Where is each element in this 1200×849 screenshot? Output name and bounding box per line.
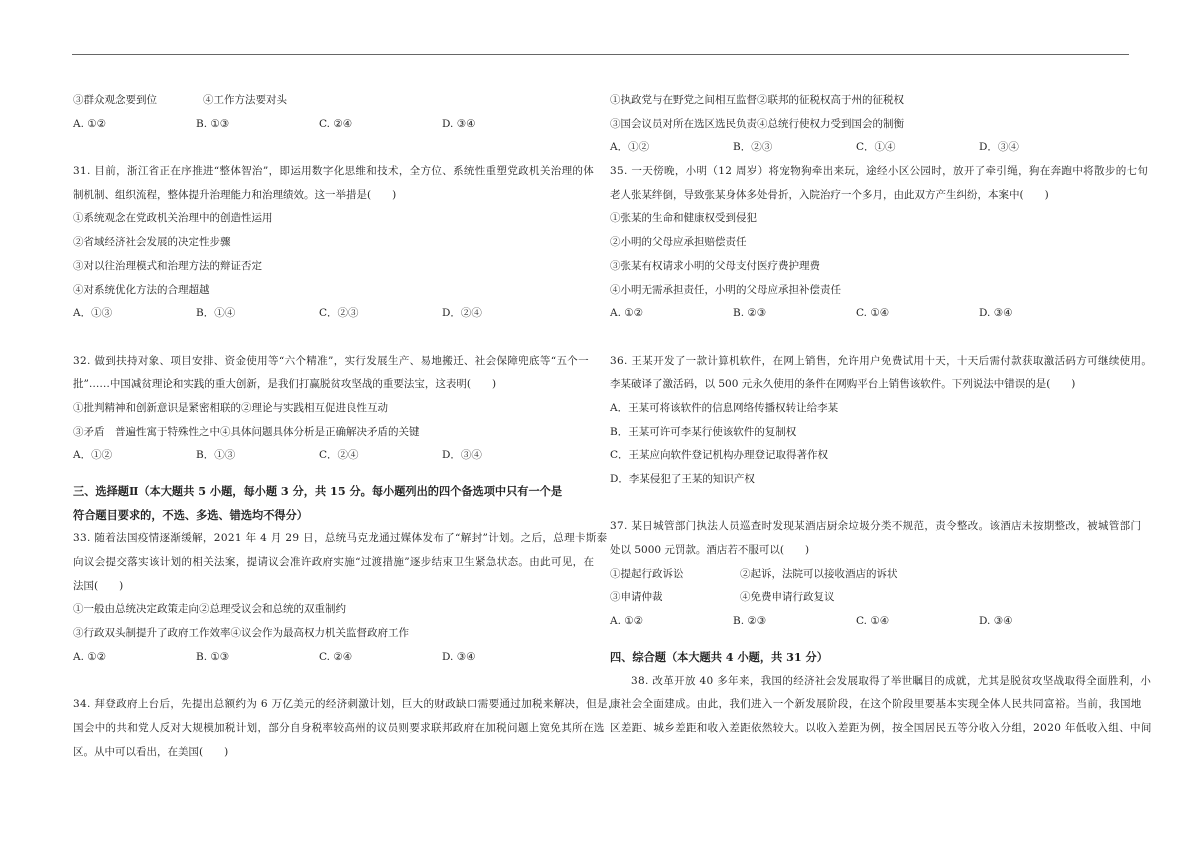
q31-choices: [73, 302, 593, 326]
q32-item: ①批判精神和创新意识是紧密相联的②理论与实践相互促进良性互动: [73, 401, 388, 414]
section-3-title: 三、选择题Ⅱ（本大题共 5 小题，每小题 3 分，共 15 分。每小题列出的四个备选项中只有一个是: [73, 484, 563, 498]
header-rule: [72, 54, 1129, 55]
choice-b: B．①③: [196, 449, 236, 462]
q35-item: ④小明无需承担责任，小明的父母应承担补偿责任: [610, 283, 841, 296]
q37-stem-line: 37. 某日城管部门执法人员巡查时发现某酒店厨余垃圾分类不规范，责令整改。该酒店未按期整改，被城管部门: [610, 520, 1142, 533]
q31-item: ③对以往治理模式和治理方法的辩证否定: [73, 259, 262, 272]
q35-item: ①张某的生命和健康权受到侵犯: [610, 212, 757, 225]
q32-stem-line: 批”……中国减贫理论和实践的重大创新，是我们打赢脱贫攻坚战的重要法宝，这表明( ): [73, 378, 497, 391]
choice-d: D. ③④: [979, 615, 1013, 628]
q35-stem-line: 35. 一天傍晚，小明（12 周岁）将宠物狗牵出来玩，途经小区公园时，放开了牵引绳，狗在奔跑中将散步的七旬: [610, 165, 1149, 178]
q35-choices: [610, 302, 1130, 326]
q36-option: B．王某可许可李某行使该软件的复制权: [610, 425, 797, 438]
q33-stem-line: 法国( ): [73, 579, 124, 592]
q37-stem-line: 处以 5000 元罚款。酒店若不服可以( ): [610, 544, 810, 557]
choice-d: D. ③④: [442, 650, 476, 663]
q34-item: ③国会议员对所在选区选民负责④总统行使权力受到国会的制衡: [610, 117, 904, 130]
choice-a: A．①②: [610, 141, 650, 154]
q37-option-4: ④免费申请行政复议: [740, 591, 835, 604]
q30-option-4: ④工作方法要对头: [203, 94, 287, 106]
q33-item: ①一般由总统决定政策走向②总理受议会和总统的双重制约: [73, 603, 346, 616]
q35-item: ②小明的父母应承担赔偿责任: [610, 236, 747, 249]
q30-choices: [73, 113, 593, 137]
q36-option: D．李某侵犯了王某的知识产权: [610, 473, 755, 485]
choice-c: C. ②④: [319, 650, 353, 663]
choice-b: B. ①③: [196, 117, 230, 130]
q34-stem-line: 区。从中可以看出，在美国( ): [73, 745, 229, 758]
section-4-title: 四、综合题（本大题共 4 小题，共 31 分）: [610, 649, 828, 664]
choice-b: B．①④: [196, 307, 236, 320]
q34-stem-line: 国会中的共和党人反对大规模加税计划，部分自身税率较高州的议员则要求联邦政府在加税问题上宽免其所在选: [73, 721, 605, 734]
q31-stem-line: 制机制、组织流程，整体提升治理能力和治理绩效。这一举措是( ): [73, 188, 397, 201]
q34-item: ①执政党与在野党之间相互监督②联邦的征税权高于州的征税权: [610, 94, 904, 106]
q35-stem-line: 老人张某绊倒，导致张某身体多处骨折，入院治疗一个多月，由此双方产生纠纷，本案中( ): [610, 188, 1049, 201]
q34-stem-line: 34. 拜登政府上台后，先提出总额约为 6 万亿美元的经济刺激计划，巨大的财政缺口需要通过加税来解决，但是，: [73, 698, 619, 711]
choice-d: D．③④: [979, 141, 1019, 154]
q34-choices: [610, 136, 1130, 160]
q36-stem-line: 36. 王某开发了一款计算机软件，在网上销售，允许用户免费试用十天，十天后需付款获取激活码方可继续使用。: [610, 354, 1153, 367]
choice-d: D．②④: [442, 307, 482, 320]
choice-d: D. ③④: [979, 307, 1013, 320]
q37-options-row: [610, 563, 1130, 587]
choice-b: B. ②③: [733, 615, 767, 628]
q35-item: ③张某有权请求小明的父母支付医疗费护理费: [610, 259, 820, 272]
choice-d: D．③④: [442, 449, 482, 462]
choice-a: A. ①②: [610, 615, 644, 628]
q31-stem-line: 31. 目前，浙江省正在序推进“整体智治”，即运用数字化思维和技术，全方位、系统性重塑党政机关治理的体: [73, 165, 595, 178]
q37-options-row: [610, 586, 1130, 610]
section-3-title: 符合题目要求的，不选、多选、错选均不得分）: [73, 507, 308, 522]
q33-item: ③行政双头制提升了政府工作效率④议会作为最高权力机关监督政府工作: [73, 627, 409, 640]
q37-option-2: ②起诉，法院可以接收酒店的诉状: [740, 567, 898, 580]
q38-stem-line: 38. 改革开放 40 多年来，我国的经济社会发展取得了举世瞩目的成就，尤其是脱贫攻坚战取得全面胜利，小: [631, 674, 1152, 687]
q33-choices: [73, 646, 593, 670]
left-column: [73, 89, 619, 764]
q33-stem-line: 33. 随着法国疫情逐渐缓解，2021 年 4 月 29 日，总统马克龙通过媒体发布了“解封”计划。之后，总理卡斯泰: [73, 532, 608, 545]
choice-a: A. ①②: [73, 117, 107, 130]
right-column: [610, 89, 1153, 741]
q38-stem-line: 康社会全面建成。由此，我们进入一个新发展阶段，在这个阶段里要基本实现全体人民共同富裕。当前，我国地: [610, 698, 1142, 711]
choice-c: C. ②④: [319, 117, 353, 130]
q30-option-3: ③群众观念要到位: [73, 94, 157, 106]
choice-c: C. ①④: [856, 615, 890, 628]
choice-c: C. ①④: [856, 307, 890, 320]
choice-c: C．①④: [856, 141, 896, 154]
q32-item: ③矛盾 普遍性寓于特殊性之中④具体问题具体分析是正确解决矛盾的关键: [73, 425, 420, 438]
q37-option-3: ③申请仲裁: [610, 591, 663, 604]
q33-stem-line: 向议会提交落实该计划的相关法案，提请议会准许政府实施“过渡措施”逐步结束卫生紧急状态。由此可见，在: [73, 556, 595, 569]
q36-option: C．王某应向软件登记机构办理登记取得著作权: [610, 449, 829, 462]
choice-a: A．①②: [73, 449, 113, 462]
choice-a: A. ①②: [610, 307, 644, 320]
q30-options-row: [73, 89, 593, 113]
q36-option: A．王某可将该软件的信息网络传播权转让给李某: [610, 401, 839, 414]
q31-item: ②省域经济社会发展的决定性步骤: [73, 236, 231, 249]
q37-choices: [610, 610, 1130, 634]
choice-a: A. ①②: [73, 650, 107, 663]
choice-b: B. ①③: [196, 650, 230, 663]
q32-stem-line: 32. 做到扶持对象、项目安排、资金使用等“六个精准”，实行发展生产、易地搬迁、社会保障兜底等“五个一: [73, 354, 589, 367]
q38-stem-line: 区差距、城乡差距和收入差距依然较大。以收入差距为例，按全国居民五等分收入分组，2020 年低收入组、中间: [610, 721, 1152, 734]
q32-choices: [73, 444, 593, 468]
q31-item: ④对系统优化方法的合理超越: [73, 283, 210, 296]
choice-b: B．②③: [733, 141, 773, 154]
choice-d: D. ③④: [442, 117, 476, 130]
q31-item: ①系统观念在党政机关治理中的创造性运用: [73, 212, 273, 225]
choice-c: C．②④: [319, 449, 359, 462]
q37-option-1: ①提起行政诉讼: [610, 567, 684, 580]
choice-c: C．②③: [319, 307, 359, 320]
choice-a: A．①③: [73, 307, 113, 320]
q36-stem-line: 李某破译了激活码，以 500 元永久使用的条件在网购平台上销售该软件。下列说法中错误的是( ): [610, 378, 1076, 391]
choice-b: B. ②③: [733, 307, 767, 320]
